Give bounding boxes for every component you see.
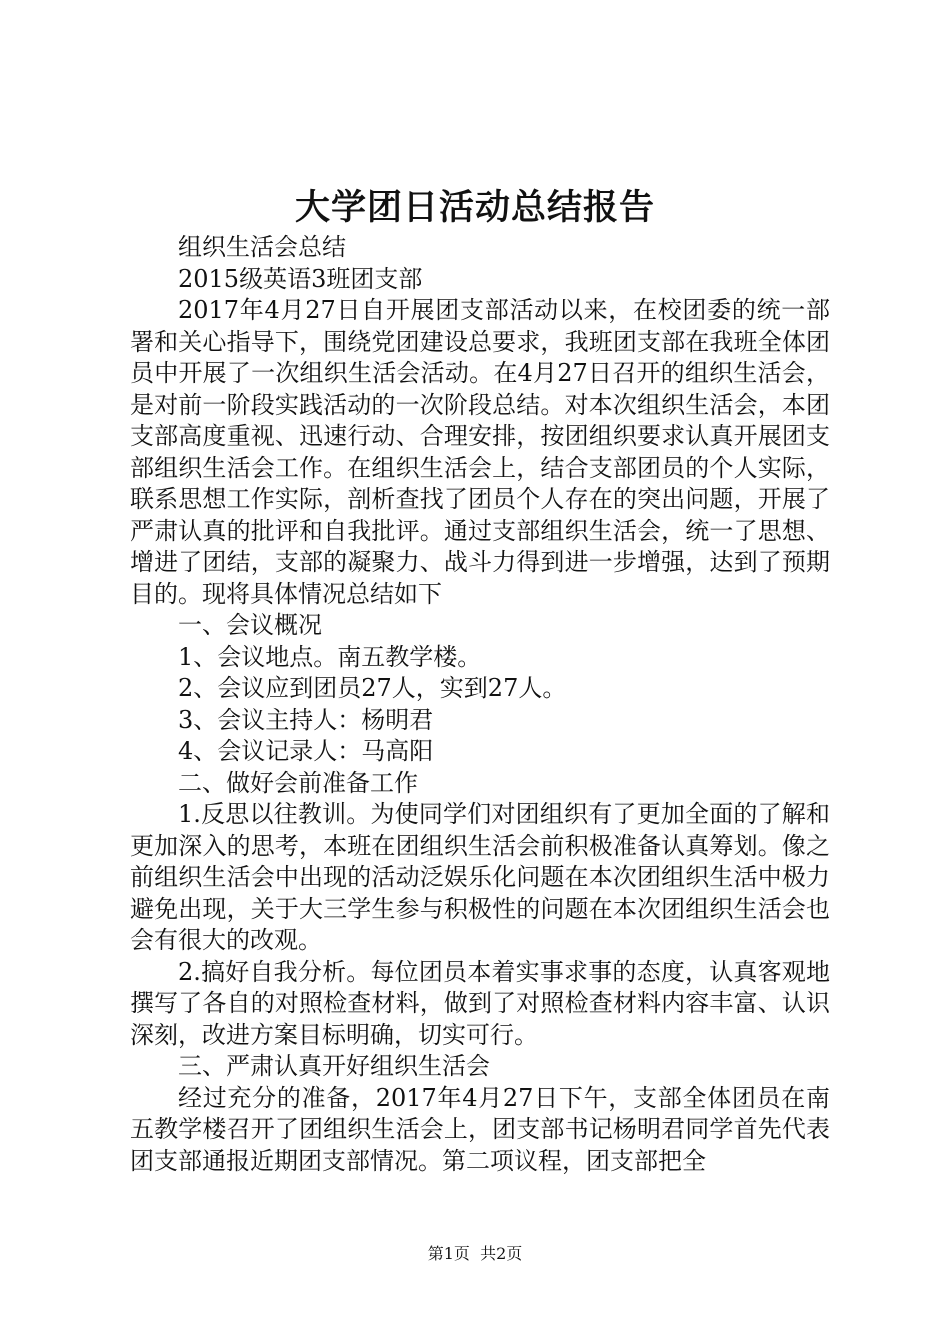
section-heading-meeting: 三、严肃认真开好组织生活会 (178, 1052, 490, 1080)
list-item-recorder: 4、会议记录人：马高阳 (178, 737, 434, 765)
paragraph-intro: 2017年4月27日自开展团支部活动以来，在校团委的统一部署和关心指导下，围绕党团建设总要求，我班团支部在我班全体团员中开展了一次组织生活会活动。在4月27日召开的组织生活会，是对前一阶段实践活动的一次阶段总结。对本次组织生活会，本团支部高度重视、迅速行动、合理安排，按团组织要求认真开展团支部组织生活会工作。在组织生活会上，结合支部团员的个人实际，联系思想工作实际，剖析查找了团员个人存在的突出问题，开展了严肃认真的批评和自我批评。通过支部组织生活会，统一了思想、增进了团结，支部的凝聚力、战斗力得到进一步增强，达到了预期目的。现将具体情况总结如下 (130, 296, 830, 608)
paragraph-reflection: 1.反思以往教训。为使同学们对团组织有了更加全面的了解和更加深入的思考，本班在团组织生活会前积极准备认真筹划。像之前组织生活会中出现的活动泛娱乐化问题在本次团组织生活中极力避免出现，关于大三学生参与积极性的问题在本次团组织生活会也会有很大的改观。 (130, 800, 830, 954)
paragraph-branch: 2015级英语3班团支部 (178, 264, 423, 293)
list-item-location: 1、会议地点。南五教学楼。 (178, 642, 482, 671)
page-number: 第1页 (427, 1244, 470, 1263)
page-footer (0, 1242, 950, 1266)
page-total: 共2页 (480, 1244, 523, 1263)
section-heading-preparation: 二、做好会前准备工作 (178, 768, 418, 797)
document-title: 大学团日活动总结报告 (294, 187, 655, 228)
paragraph-self-analysis: 2.搞好自我分析。每位团员本着实事求事的态度，认真客观地撰写了各自的对照检查材料，做到了对照检查材料内容丰富、认识深刻，改进方案目标明确，切实可行。 (130, 957, 830, 1049)
paragraph-heading: 组织生活会总结 (178, 233, 346, 261)
list-item-host: 3、会议主持人：杨明君 (178, 705, 434, 734)
paragraph-meeting: 经过充分的准备，2017年4月27日下午，支部全体团员在南五教学楼召开了团组织生活会上，团支部书记杨明君同学首先代表团支部通报近期团支部情况。第二项议程，团支部把全 (130, 1083, 830, 1175)
list-item-attendance: 2、会议应到团员27人，实到27人。 (178, 674, 567, 702)
section-heading-overview: 一、会议概况 (178, 611, 322, 639)
document-body (130, 232, 830, 1177)
